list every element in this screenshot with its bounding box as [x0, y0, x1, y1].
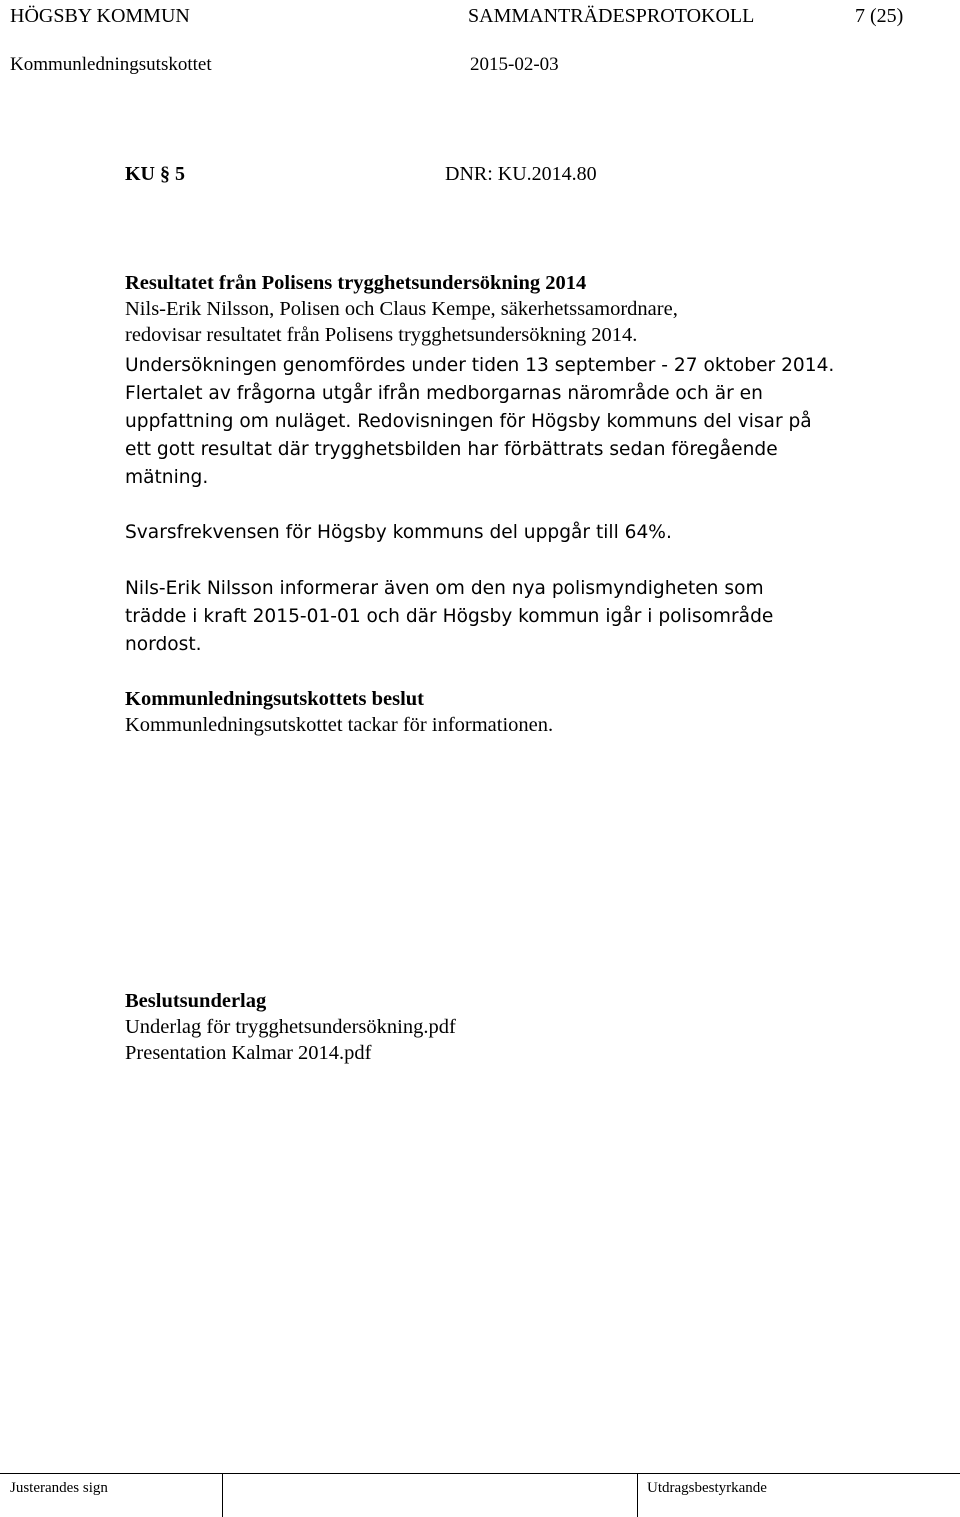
municipality-name: HÖGSBY KOMMUN [10, 5, 190, 27]
dnr-number: DNR: KU.2014.80 [445, 163, 597, 185]
page-number: 7 (25) [855, 5, 904, 27]
meeting-date: 2015-02-03 [470, 54, 559, 75]
decision-title: Kommunledningsutskottets beslut [125, 688, 425, 710]
paragraph-line: Undersökningen genomfördes under tiden 13 september - 27 oktober 2014. [125, 355, 835, 376]
basis-item: Underlag för trygghetsundersökning.pdf [125, 1016, 456, 1038]
paragraph-survey [125, 352, 845, 492]
paragraph-response-rate [125, 519, 845, 547]
basis-title: Beslutsunderlag [125, 990, 267, 1012]
section-title: Resultatet från Polisens trygghetsundersökning 2014 [125, 272, 587, 294]
paragraph-new-authority [125, 575, 845, 659]
section-basis [125, 988, 845, 1066]
footer-adjuster-sign: Justerandes sign [10, 1480, 108, 1496]
footer-extract-certification: Utdragsbestyrkande [647, 1480, 767, 1496]
paragraph-line: trädde i kraft 2015-01-01 och där Högsby kommun igår i polisområde [125, 606, 774, 627]
paragraph-line: Nils-Erik Nilsson, Polisen och Claus Kempe, säkerhetssamordnare, [125, 298, 678, 320]
committee-name: Kommunledningsutskottet [10, 54, 212, 75]
basis-item: Presentation Kalmar 2014.pdf [125, 1042, 372, 1064]
paragraph-line: Flertalet av frågorna utgår ifrån medborgarnas närområde och är en [125, 383, 763, 404]
paragraph-line: Nils-Erik Nilsson informerar även om den nya polismyndigheten som [125, 578, 764, 599]
paragraph-line: redovisar resultatet från Polisens trygghetsundersökning 2014. [125, 324, 638, 346]
paragraph-line: uppfattning om nuläget. Redovisningen för Högsby kommuns del visar på [125, 411, 812, 432]
section-decision [125, 686, 845, 738]
response-rate-text: Svarsfrekvensen för Högsby kommuns del uppgår till 64%. [125, 522, 672, 543]
document-type: SAMMANTRÄDESPROTOKOLL [468, 5, 755, 27]
item-number: KU § 5 [125, 163, 185, 185]
footer-divider [222, 1473, 223, 1517]
paragraph-line: nordost. [125, 634, 202, 655]
footer-divider [637, 1473, 638, 1517]
paragraph-line: ett gott resultat där trygghetsbilden har förbättrats sedan föregående [125, 439, 778, 460]
paragraph-line: mätning. [125, 467, 209, 488]
section-information [125, 270, 845, 348]
decision-text: Kommunledningsutskottet tackar för informationen. [125, 714, 554, 736]
footer-rule [0, 1473, 960, 1474]
